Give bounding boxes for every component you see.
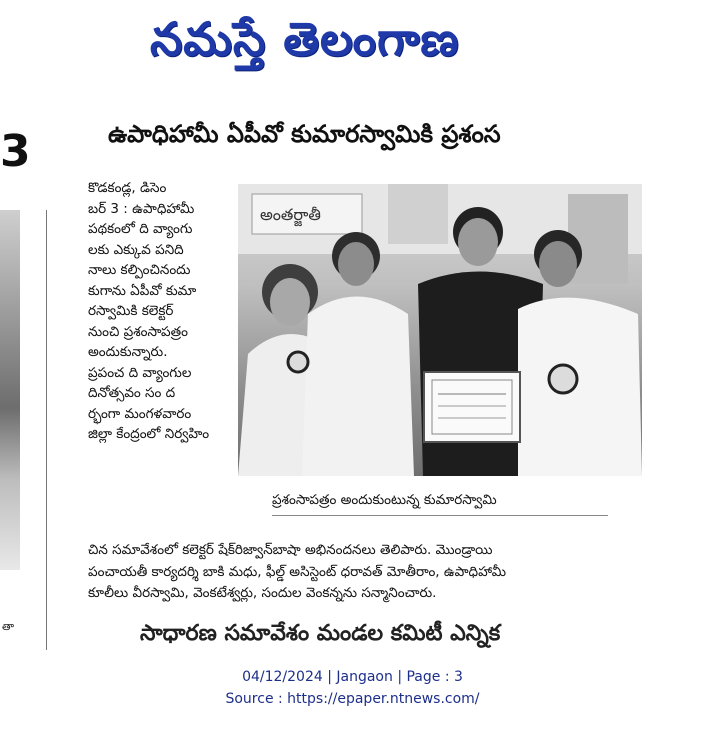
- column-line: పథకంలో ది వ్యాంగు: [88, 221, 193, 237]
- column-line: దినోత్సవం సం ద: [88, 385, 176, 401]
- photo-caption: ప్రశంసాపత్రం అందుకుంటున్న కుమారస్వామి: [272, 492, 608, 516]
- left-column-photo-strip: [0, 210, 20, 570]
- column-line: నుంచి ప్రశంసాపత్రం: [88, 323, 188, 340]
- column-line: కుగాను ఏపీవో కుమా: [88, 282, 197, 299]
- body-line: చిన సమావేశంలో కలెక్టర్ షేక్‌రిజ్వాన్‌బాషా అభినందనలు తెలిపారు. మొండ్రాయి: [88, 542, 493, 558]
- column-line: కొడకండ్ల, డిసెం: [88, 180, 167, 196]
- column-line: అందుకున్నారు.: [88, 344, 168, 360]
- left-column-rule: [46, 210, 47, 650]
- footer-date-edition: 04/12/2024 | Jangaon | Page : 3: [242, 669, 463, 685]
- column-line: బర్ 3 : ఉపాధిహామీ: [88, 200, 195, 217]
- article-headline: ఉపాధిహామీ ఏపీవో కుమారస్వామికి ప్రశంస: [108, 120, 501, 148]
- column-line: ప్రపంచ ది వ్యాంగుల: [88, 364, 192, 381]
- column-line: రస్వామికి కలెక్టర్: [88, 303, 174, 319]
- body-line: పంచాయతీ కార్యదర్శి బాకి మధు, ఫీల్డ్ అసిస్టెంట్ ధరావత్ మోతీరాం, ఉపాధిహామీ: [88, 563, 507, 580]
- column-line: నాలు కల్పించినందు: [88, 262, 191, 278]
- left-column-fragment: తా: [2, 620, 15, 633]
- masthead-logo: నమస్తే తెలంగాణ: [150, 12, 460, 66]
- body-line: కూలీలు వీరస్వామి, వెంకటేశ్వర్లు, సందుల వెంకన్నను సన్మానించారు.: [88, 585, 437, 601]
- award-ceremony-photo: [238, 184, 642, 476]
- column-line: లకు ఎక్కువ పనిది: [88, 241, 184, 258]
- next-headline-text: సాధారణ సమావేశం మండల కమిటీ ఎన్నిక: [140, 621, 501, 646]
- column-line: ర్భంగా మంగళవారం: [88, 405, 192, 422]
- footer-source: Source : https://epaper.ntnews.com/: [225, 691, 480, 707]
- photo-banner-text: అంతర్జాతీ: [260, 205, 321, 224]
- left-column-number: 3: [0, 126, 31, 177]
- column-line: జిల్లా కేంద్రంలో నిర్వహిం: [88, 426, 210, 442]
- article-body-text: [88, 540, 648, 605]
- article-photo: [238, 184, 642, 476]
- source-footer: [0, 666, 705, 710]
- article-column-text: [88, 178, 238, 445]
- next-article-headline: [140, 621, 590, 646]
